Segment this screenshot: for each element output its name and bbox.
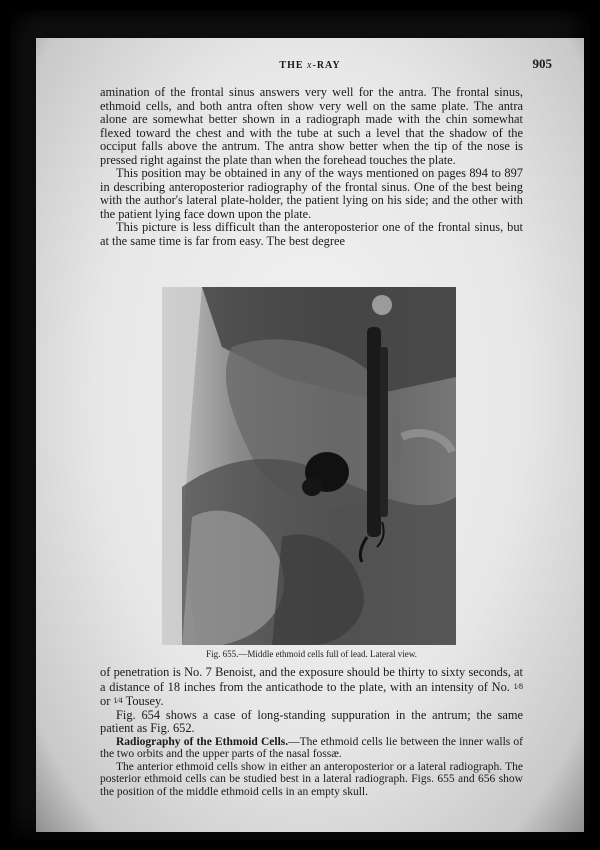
- fraction-eighth: 1⁄8: [513, 681, 523, 691]
- title-prefix: THE: [279, 60, 308, 71]
- body-text-top: [100, 86, 523, 248]
- title-x: x: [307, 60, 313, 71]
- page-number: 905: [532, 56, 552, 71]
- paragraph-4: [100, 666, 523, 709]
- paragraph-5: Fig. 654 shows a case of long-standing suppuration in the antrum; the same patient as Fig. 652.: [100, 707, 523, 735]
- title-suffix: -RAY: [312, 60, 341, 71]
- fraction-quarter: 1⁄4: [113, 696, 123, 705]
- paragraph-4-text: of penetration is No. 7 Benoist, and the exposure should be thirty to sixty seconds, at a distance of 18 inches from the anticathode to the plate, with an intensity of No.: [100, 665, 523, 694]
- paragraph-6-text: —The ethmoid cells lie between the inner walls of the two orbits and the upper parts of the nasal fossæ.: [100, 735, 524, 761]
- paragraph-3: This picture is less difficult than the anteroposterior one of the frontal sinus, but at the same time is far from easy. The best degree: [100, 220, 523, 248]
- paragraph-2: This position may be obtained in any of the ways mentioned on pages 894 to 897 in describing anteroposterior radiography of the frontal sinus. One of the best being with the author's lateral plate-holder, the patient lying on his side; and the other with the patient lying face down upon the plate.: [100, 166, 523, 221]
- paragraph-1: amination of the frontal sinus answers very well for the antra. The frontal sinus, ethmoid cells, and both antra often show very well on the same plate. The antra alone are somewhat better shown in a radiograph made with the chin somewhat flexed toward the chest and with the tube at such a level that the shadow of the occiput falls above the antrum. The antra show better when the tip of the nose is pressed right against the plate than when the forehead touches the plate.: [100, 85, 523, 167]
- book-page: [36, 38, 584, 832]
- paragraph-7: The anterior ethmoid cells show in either an anteroposterior or a lateral radiograph. The posterior ethmoid cells can be studied best in a lateral radiograph. Figs. 655 and 656 show the position of the middle ethmoid cells in an empty skull.: [100, 760, 523, 798]
- figure-caption: Fig. 655.—Middle ethmoid cells full of lead. Lateral view.: [206, 649, 417, 659]
- paragraph-6: [100, 736, 523, 761]
- running-title: [36, 60, 584, 71]
- photo-frame: [10, 10, 590, 840]
- paragraph-4-end: Tousey.: [122, 694, 164, 708]
- paragraph-4-or: or: [100, 694, 114, 708]
- body-text-bottom: [100, 666, 523, 798]
- section-heading: Radiography of the Ethmoid Cells.: [116, 735, 289, 748]
- xray-image: [162, 287, 456, 645]
- xray-figure: [162, 287, 456, 645]
